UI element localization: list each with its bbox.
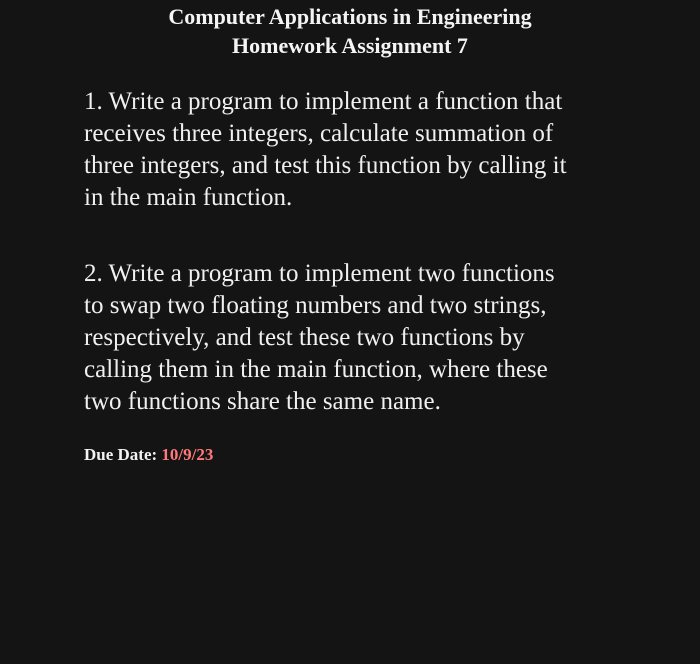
question-line: receives three integers, calculate summation of [84, 120, 554, 147]
due-date-label: Due Date: [84, 445, 158, 464]
question-line: in the main function. [84, 184, 293, 211]
question-2 [84, 258, 684, 418]
question-1 [84, 86, 684, 214]
question-line: three integers, and test this function by calling it [84, 152, 567, 179]
due-date [84, 444, 213, 466]
document-header [0, 2, 700, 60]
due-date-value: 10/9/23 [161, 445, 214, 464]
question-line: to swap two floating numbers and two strings, [84, 292, 547, 319]
question-line: calling them in the main function, where these [84, 356, 548, 383]
course-title: Computer Applications in Engineering [168, 4, 532, 29]
question-line: 2. Write a program to implement two functions [84, 260, 555, 287]
question-line: respectively, and test these two functions by [84, 324, 525, 351]
question-line: two functions share the same name. [84, 388, 441, 415]
assignment-title: Homework Assignment 7 [232, 33, 468, 58]
question-line: 1. Write a program to implement a function that [84, 88, 563, 115]
